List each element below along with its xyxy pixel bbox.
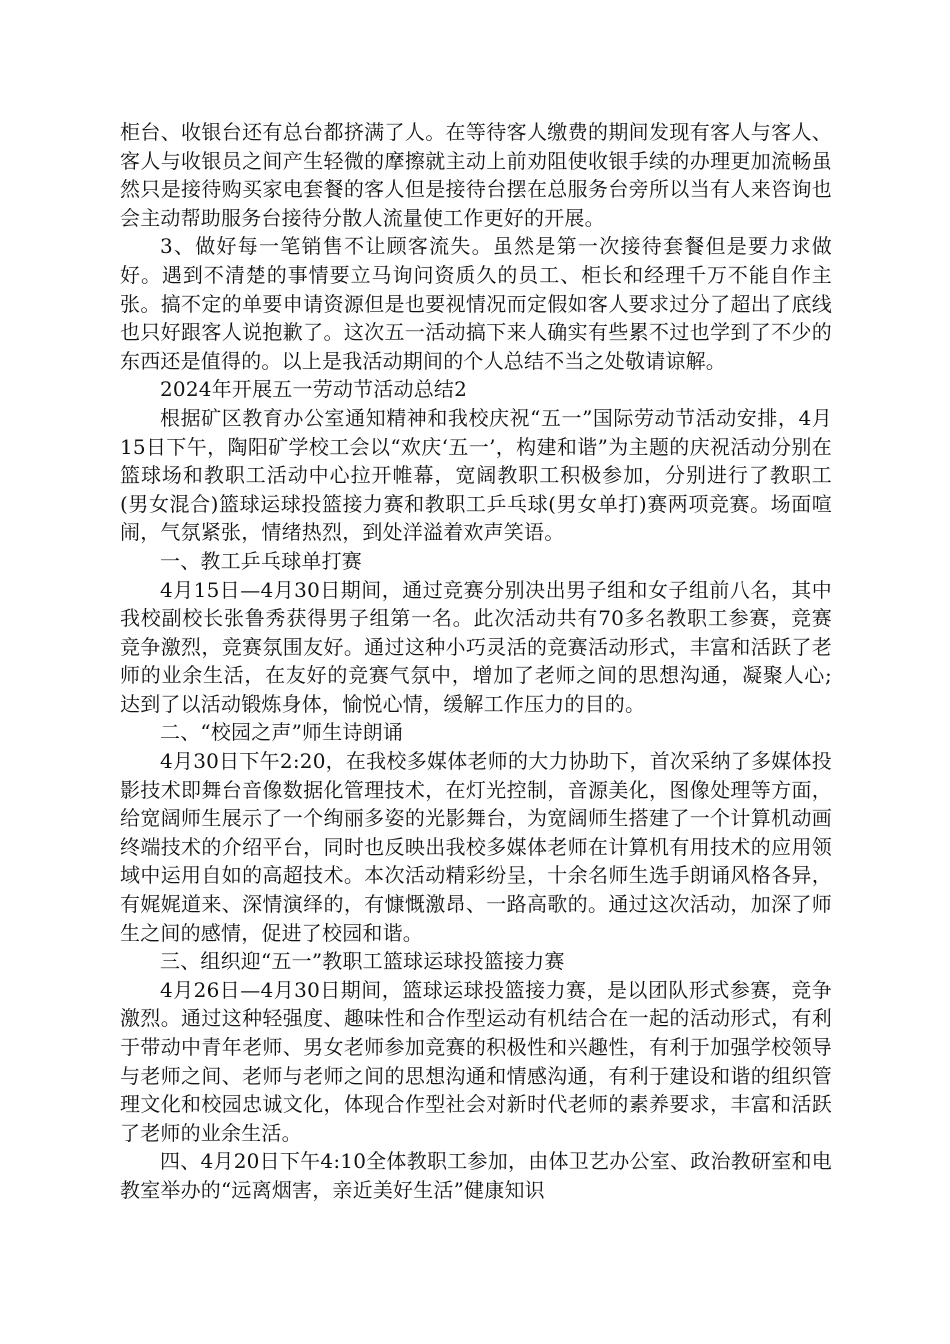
paragraph-continuation: 柜台、收银台还有总台都挤满了人。在等待客人缴费的期间发现有客人与客人、客人与收银员之间产生轻微的摩擦就主动上前劝阻使收银手续的办理更加流畅虽然只是接待购买家电套餐的客人但是接待台摆在总服务台旁所以当有人来咨询也会主动帮助服务台接待分散人流量使工作更好的开展。 — [120, 120, 832, 230]
paragraph-table-tennis: 4月15日—4月30日期间，通过竞赛分别决出男子组和女子组前八名，其中我校副校长张鲁秀获得男子组第一名。此次活动共有70多名教职工参赛，竞赛竞争激烈，竞赛氛围友好。通过这种小巧灵活的竞赛活动形式，丰富和活跃了老师的业余生活，在友好的竞赛气氛中，增加了老师之间的思想沟通，凝聚人心;达到了以活动锻炼身体，愉悦心情，缓解工作压力的目的。 — [120, 577, 832, 716]
paragraph-poetry-recital: 4月30日下午2:20，在我校多媒体老师的大力协助下，首次采纳了多媒体投影技术即舞台音像数据化管理技术，在灯光控制，音源美化，图像处理等方面，给宽阔师生展示了一个绚丽多姿的光影舞台，为宽阔师生搭建了一个计算机动画终端技术的介绍平台，同时也反映出我校多媒体老师在计算机有用技术的应用领域中运用自如的高超技术。本次活动精彩纷呈，十余名师生选手朗诵风格各异，有娓娓道来、深情演绎的，有慷慨激昂、一路高歌的。通过这次活动，加深了师生之间的感情，促进了校园和谐。 — [120, 749, 832, 945]
document-page — [120, 118, 832, 1205]
paragraph-intro: 根据矿区教育办公室通知精神和我校庆祝“五一”国际劳动节活动安排，4月15日下午，陶阳矿学校工会以“欢庆‘五一’，构建和谐”为主题的庆祝活动分别在篮球场和教职工活动中心拉开帷幕，宽阔教职工积极参加，分别进行了教职工(男女混合)篮球运球投篮接力赛和教职工乒乓球(男女单打)赛两项竞赛。场面喧闹，气氛紧张，情绪热烈，到处洋溢着欢声笑语。 — [120, 405, 832, 545]
section-title-summary-2: 2024年开展五一劳动节活动总结2 — [160, 377, 468, 402]
paragraph-sales-point-3: 3、做好每一笔销售不让顾客流失。虽然是第一次接待套餐但是要力求做好。遇到不清楚的事情要立马询问资质久的员工、柜长和经理千万不能自作主张。搞不定的单要申请资源但是也要视情况而定假如客人要求过分了超出了底线也只好跟客人说抱歉了。这次五一活动搞下来人确实有些累不过也学到了不少的东西还是值得的。以上是我活动期间的个人总结不当之处敬请谅解。 — [120, 234, 832, 373]
heading-basketball-relay: 三、组织迎“五一”教职工篮球运球投篮接力赛 — [160, 949, 565, 974]
heading-table-tennis: 一、教工乒乓球单打赛 — [160, 548, 362, 573]
heading-poetry-recital: 二、“校园之声”师生诗朗诵 — [160, 720, 404, 745]
paragraph-health-knowledge: 四、4月20日下午4:10全体教职工参加，由体卫艺办公室、政治教研室和电教室举办的“远离烟害，亲近美好生活”健康知识 — [120, 1149, 832, 1202]
paragraph-basketball-relay: 4月26日—4月30日期间，篮球运球投篮接力赛，是以团队形式参赛，竞争激烈。通过这种轻强度、趣味性和合作型运动有机结合在一起的活动形式，有利于带动中青年老师、男女老师参加竞赛的积极性和兴趣性，有利于加强学校领导与老师之间、老师与老师之间的思想沟通和情感沟通，有利于建设和谐的组织管理文化和校园忠诚文化，体现合作型社会对新时代老师的素养要求，丰富和活跃了老师的业余生活。 — [120, 977, 832, 1145]
